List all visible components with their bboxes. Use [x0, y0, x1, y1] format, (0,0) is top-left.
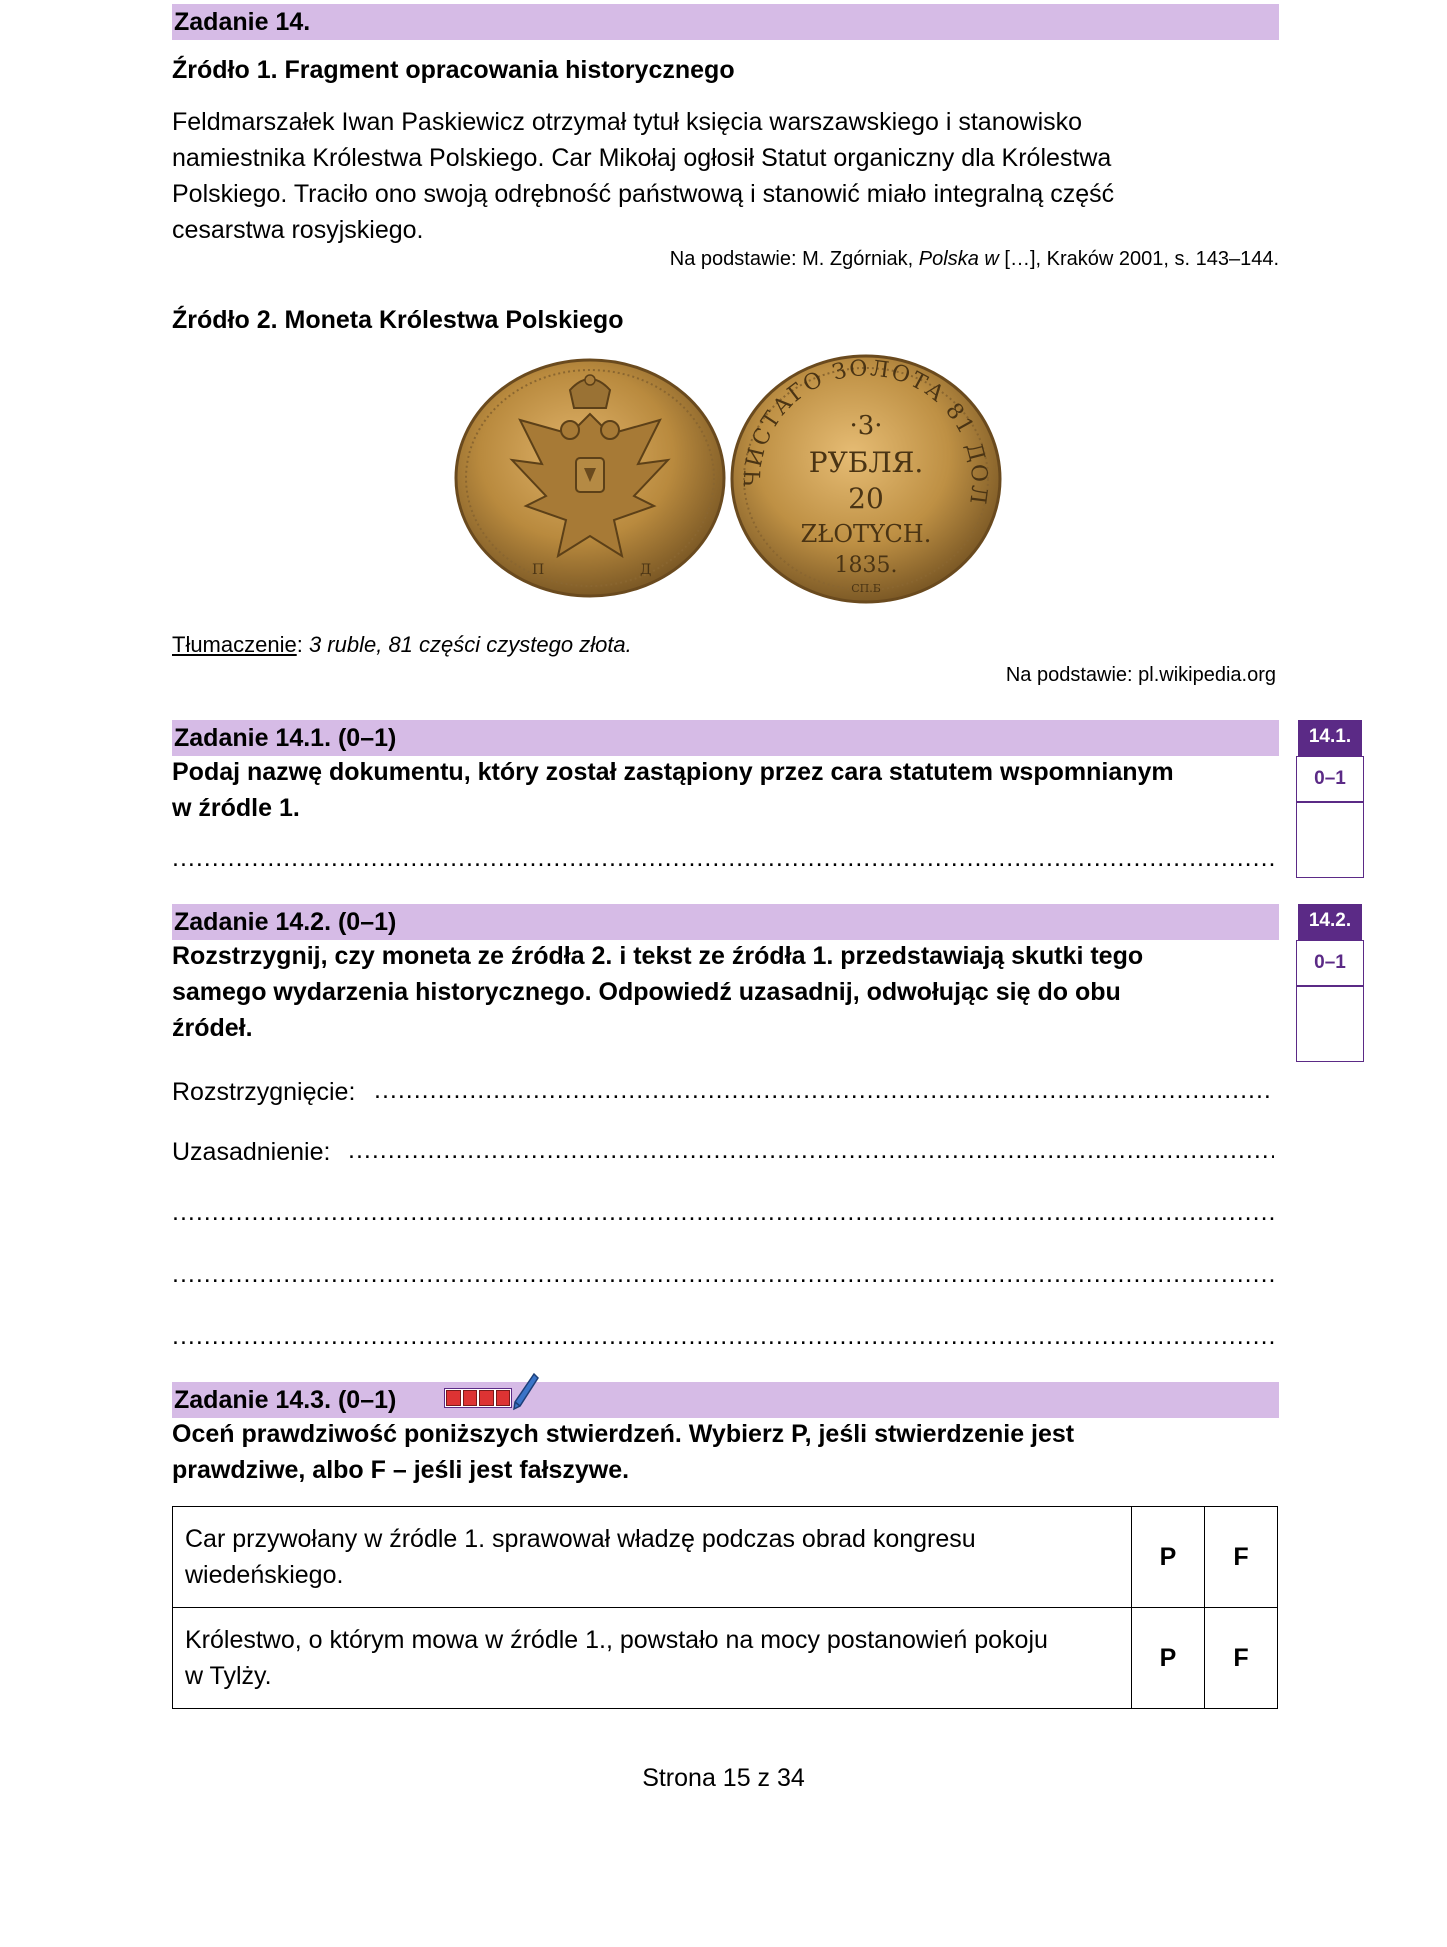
- subtask-14-3-instruction: [172, 1416, 1074, 1488]
- source1-line: cesarstwa rosyjskiego.: [172, 216, 424, 244]
- subtask-14-3-title: Zadanie 14.3. (0–1): [174, 1386, 397, 1414]
- translation-text: 3 ruble, 81 części czystego złota.: [308, 632, 632, 657]
- subtask-14-1-title: Zadanie 14.1. (0–1): [174, 724, 397, 752]
- source1-line: Polskiego. Traciło ono swoją odrębność państwową i stanowić miało integralną część: [172, 180, 1115, 208]
- table-row: [173, 1507, 1278, 1608]
- decision-label: Rozstrzygnięcie:: [172, 1078, 356, 1106]
- instruction-line: Podaj nazwę dokumentu, który został zastąpiony przez cara statutem wspomnianym: [172, 758, 1174, 786]
- source1-citation: [670, 248, 1279, 271]
- translation-colon: :: [296, 632, 309, 657]
- instruction-line: samego wydarzenia historycznego. Odpowiedź uzasadnij, odwołując się do obu: [172, 978, 1121, 1006]
- coin-obverse-right-mark: Д: [640, 562, 652, 578]
- score-range: 0–1: [1297, 757, 1363, 803]
- score-box-14-1[interactable]: [1296, 756, 1364, 878]
- instruction-line: źródeł.: [172, 1014, 253, 1042]
- coin-reverse-image: [728, 352, 1004, 606]
- coin-rim-text: ЧИСТАГО ЗОЛОТА 81 ДОЛ: [740, 356, 992, 508]
- coin-obverse-image: [452, 356, 728, 600]
- decision-answer-line[interactable]: [374, 1076, 1270, 1105]
- page-number: Strona 15 z 34: [642, 1764, 805, 1792]
- answer-line-14-1[interactable]: [172, 844, 1274, 873]
- citation-suffix: […], Kraków 2001, s. 143–144.: [998, 248, 1279, 270]
- citation-prefix: Na podstawie: M. Zgórniak,: [669, 248, 919, 270]
- justification-answer-line[interactable]: [172, 1260, 1274, 1289]
- pencil-icon: [512, 1372, 540, 1412]
- source1-heading: Źródło 1. Fragment opracowania historycznego: [172, 56, 735, 84]
- justification-answer-line[interactable]: [348, 1136, 1274, 1165]
- instruction-line: Oceń prawdziwość poniższych stwierdzeń. Wybierz P, jeśli stwierdzenie jest: [172, 1420, 1075, 1448]
- option-true[interactable]: P: [1132, 1507, 1205, 1608]
- justification-label: Uzasadnienie:: [172, 1138, 331, 1166]
- subtask-14-2-instruction: [172, 938, 1143, 1046]
- task-title: Zadanie 14.: [174, 8, 311, 36]
- justification-answer-line[interactable]: [172, 1322, 1274, 1351]
- translation-label: Tłumaczenie: [172, 632, 297, 657]
- statement-line: wiedeńskiego.: [185, 1561, 344, 1589]
- coin-line: ·3·: [849, 411, 883, 441]
- option-false[interactable]: F: [1205, 1608, 1278, 1709]
- coin-line: 20: [848, 482, 884, 515]
- table-row: [173, 1608, 1278, 1709]
- option-true[interactable]: P: [1132, 1608, 1205, 1709]
- coin-obverse-left-mark: П: [532, 562, 545, 578]
- instruction-line: w źródle 1.: [172, 794, 300, 822]
- source1-line: Feldmarszałek Iwan Paskiewicz otrzymał tytuł księcia warszawskiego i stanowisko: [172, 108, 1083, 136]
- option-false[interactable]: F: [1205, 1507, 1278, 1608]
- score-range: 0–1: [1297, 941, 1363, 987]
- instruction-line: Rozstrzygnij, czy moneta ze źródła 2. i tekst ze źródła 1. przedstawiają skutki tego: [172, 942, 1144, 970]
- score-box-14-2[interactable]: [1296, 940, 1364, 1062]
- source2-citation: Na podstawie: pl.wikipedia.org: [1005, 664, 1276, 686]
- instruction-line: prawdziwe, albo F – jeśli jest fałszywe.: [172, 1456, 630, 1484]
- coin-line: РУБЛЯ.: [808, 446, 924, 479]
- score-box-14-1-id: 14.1.: [1298, 720, 1362, 756]
- justification-answer-line[interactable]: [172, 1198, 1274, 1227]
- source2-heading: Źródło 2. Moneta Królestwa Polskiego: [172, 306, 624, 334]
- accessibility-tools-icon: [444, 1388, 512, 1408]
- statement-line: Car przywołany w źródle 1. sprawował władzę podczas obrad kongresu: [185, 1525, 976, 1553]
- coin-line: ZŁOTYCH.: [800, 520, 932, 548]
- source1-text: [172, 104, 1114, 248]
- coin-line: 1835.: [834, 553, 898, 578]
- statement-line: w Tylży.: [185, 1662, 272, 1690]
- score-box-14-2-id: 14.2.: [1298, 904, 1362, 940]
- subtask-14-2-title: Zadanie 14.2. (0–1): [174, 908, 397, 936]
- statement-cell: [173, 1507, 1132, 1608]
- source1-line: namiestnika Królestwa Polskiego. Car Mikołaj ogłosił Statut organiczny dla Królestwa: [172, 144, 1112, 172]
- translation: [172, 632, 632, 658]
- coin-mint-mark: СП.Б: [851, 582, 881, 595]
- subtask-14-1-instruction: [172, 754, 1174, 826]
- citation-title: Polska w: [918, 248, 999, 270]
- task-header-bar: [172, 4, 1279, 40]
- statement-line: Królestwo, o którym mowa w źródle 1., powstało na mocy postanowień pokoju: [185, 1626, 1048, 1654]
- true-false-table: [172, 1506, 1278, 1709]
- statement-cell: [173, 1608, 1132, 1709]
